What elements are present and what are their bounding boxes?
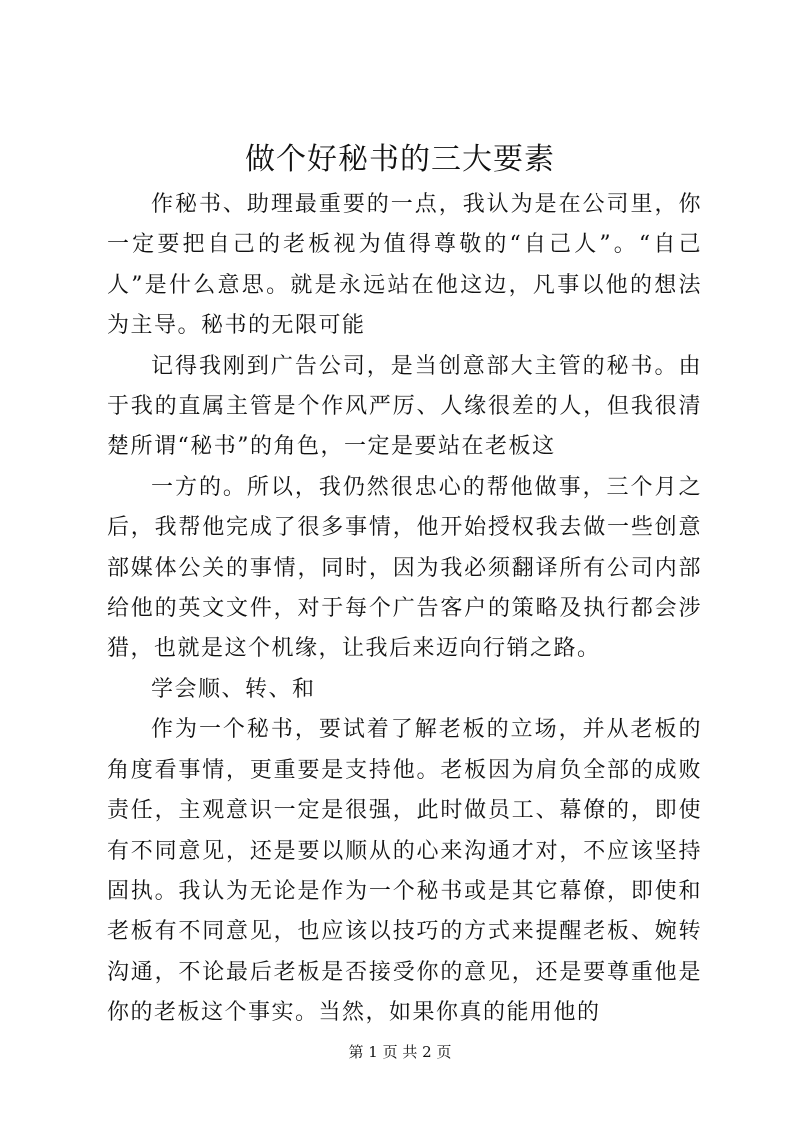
document-title: 做个好秘书的三大要素: [245, 142, 555, 177]
page-footer: 第 1 页 共 2 页: [348, 1043, 452, 1061]
section-heading: 学会顺、转、和: [151, 676, 316, 702]
paragraph-3: 一方的。所以，我仍然很忠心的帮他做事，三个月之后，我帮他完成了很多事情，他开始授权我去做一些创意部媒体公关的事情，同时，因为我必须翻译所有公司内部给他的英文文件，对于每个广告客户的策略及执行都会涉猎，也就是这个机缘，让我后来迈向行销之路。: [107, 474, 702, 662]
paragraph-4: 作为一个秘书，要试着了解老板的立场，并从老板的角度看事情，更重要是支持他。老板因为肩负全部的成败责任，主观意识一定是很强，此时做员工、幕僚的，即使有不同意见，还是要以顺从的心来沟通才对，不应该坚持固执。我认为无论是作为一个秘书或是其它幕僚，即使和老板有不同意见，也应该以技巧的方式来提醒老板、婉转沟通，不论最后老板是否接受你的意见，还是要尊重他是你的老板这个事实。当然，如果你真的能用他的: [107, 717, 702, 1026]
document-body: [107, 185, 702, 1034]
paragraph-2: 记得我刚到广告公司，是当创意部大主管的秘书。由于我的直属主管是个作风严厉、人缘很差的人，但我很清楚所谓“秘书”的角色，一定是要站在老板这: [107, 353, 702, 460]
paragraph-1: 作秘书、助理最重要的一点，我认为是在公司里，你一定要把自己的老板视为值得尊敬的“自己人”。“自己人”是什么意思。就是永远站在他这边，凡事以他的想法为主导。秘书的无限可能: [107, 192, 702, 339]
